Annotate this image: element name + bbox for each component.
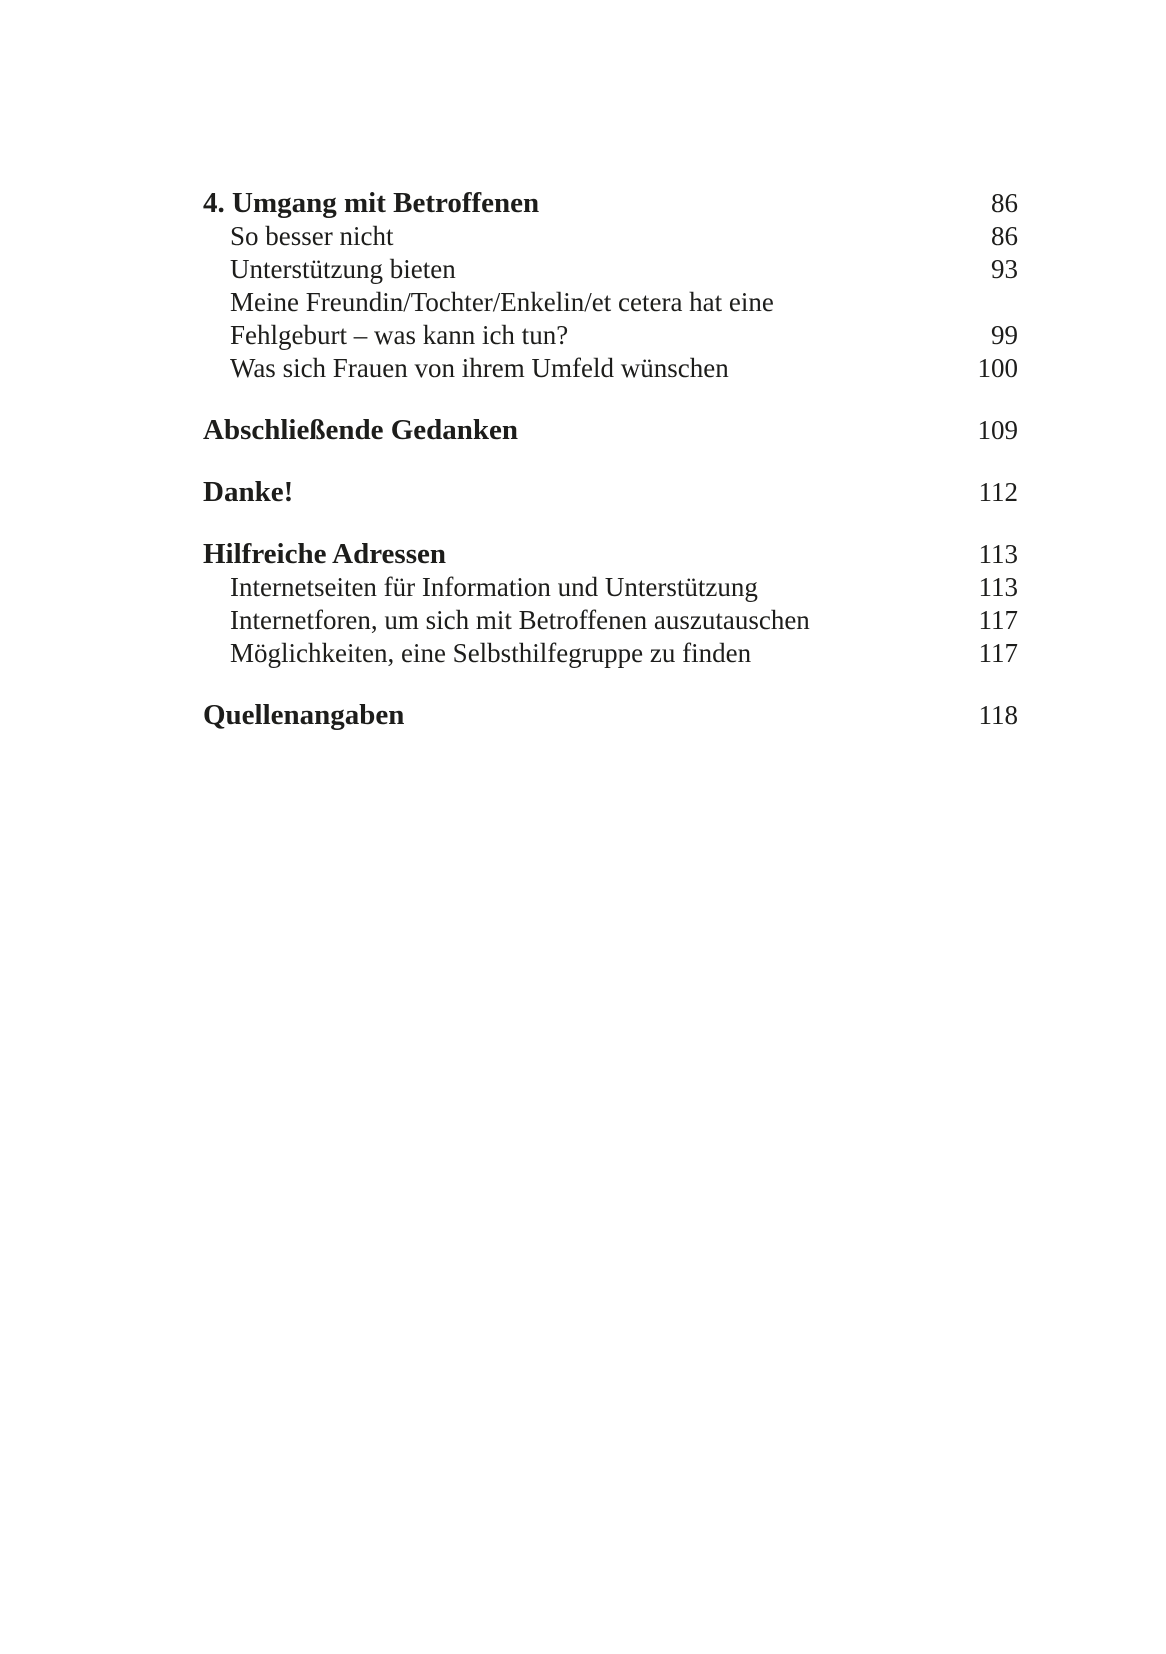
toc-entry-title: 4. Umgang mit Betroffenen	[203, 187, 540, 219]
toc-entry	[203, 476, 1018, 509]
toc-entry-page: 100	[977, 353, 1018, 383]
toc-entry-title: Fehlgeburt – was kann ich tun?	[230, 320, 569, 350]
toc-entry-title: Danke!	[203, 476, 294, 508]
toc-entry	[203, 253, 1018, 286]
toc-entry-page: 99	[991, 320, 1018, 350]
toc-entry	[203, 637, 1018, 670]
toc-entry-title: Abschließende Gedanken	[203, 414, 519, 446]
toc-entry-title: Meine Freundin/Tochter/Enkelin/et cetera hat eine	[230, 287, 774, 317]
toc-entry-page: 113	[978, 539, 1018, 569]
toc-entry-title: Unterstützung bieten	[230, 254, 456, 284]
toc-entry-page: 86	[991, 221, 1018, 251]
toc-entry	[203, 319, 1018, 352]
toc-entry-page: 118	[978, 700, 1018, 730]
toc-entry-title: Möglichkeiten, eine Selbsthilfegruppe zu finden	[230, 638, 752, 668]
toc-entry	[203, 414, 1018, 447]
toc-entry-page: 109	[977, 415, 1018, 445]
toc-entry	[203, 220, 1018, 253]
toc-entry	[203, 286, 1018, 319]
toc-entry-title: Quellenangaben	[203, 699, 405, 731]
toc-entry-page: 117	[978, 605, 1018, 635]
toc-entry	[203, 604, 1018, 637]
toc-entry-title: So besser nicht	[230, 221, 394, 251]
toc-entry	[203, 699, 1018, 732]
toc-entry-title: Internetseiten für Information und Unterstützung	[230, 572, 758, 602]
table-of-contents	[203, 187, 1018, 732]
toc-entry	[203, 187, 1018, 220]
toc-entry	[203, 352, 1018, 385]
toc-entry-title: Internetforen, um sich mit Betroffenen auszutauschen	[230, 605, 810, 635]
toc-entry-page: 86	[991, 188, 1018, 218]
toc-entry-page: 112	[978, 477, 1018, 507]
toc-entry-page: 113	[978, 572, 1018, 602]
toc-entry-title: Was sich Frauen von ihrem Umfeld wünschen	[230, 353, 729, 383]
toc-entry	[203, 571, 1018, 604]
toc-entry	[203, 538, 1018, 571]
toc-entry-page: 93	[991, 254, 1018, 284]
toc-entry-title: Hilfreiche Adressen	[203, 538, 446, 570]
toc-entry-page: 117	[978, 638, 1018, 668]
